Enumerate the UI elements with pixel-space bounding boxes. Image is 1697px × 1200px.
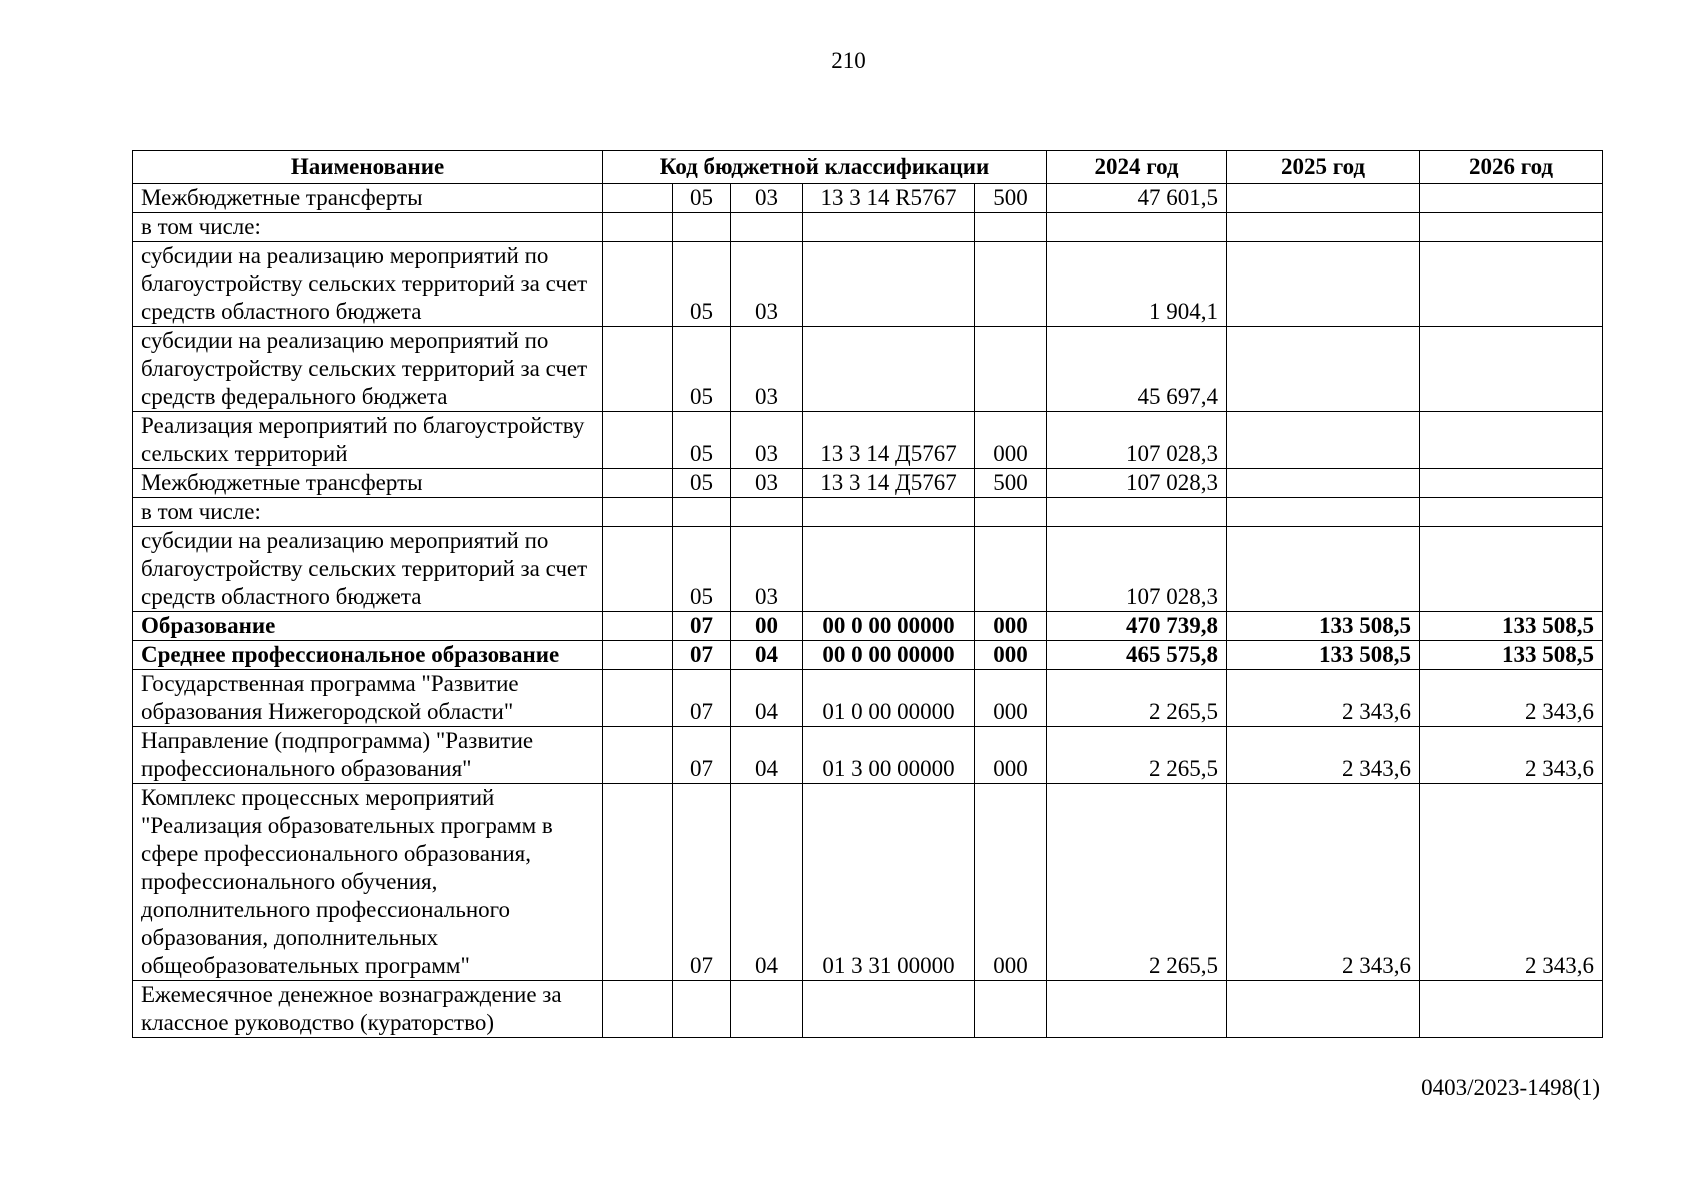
cell-c1: 07 [673,784,731,981]
cell-c1: 07 [673,641,731,670]
cell-c0 [603,184,673,213]
cell-y2025 [1227,327,1420,412]
cell-y2024: 45 697,4 [1047,327,1227,412]
cell-y2024: 2 265,5 [1047,784,1227,981]
cell-name: Межбюджетные трансферты [133,469,603,498]
cell-c4 [975,527,1047,612]
cell-c4 [975,981,1047,1038]
cell-c0 [603,242,673,327]
cell-c1: 05 [673,412,731,469]
cell-y2025 [1227,981,1420,1038]
cell-y2024: 107 028,3 [1047,412,1227,469]
cell-c2: 03 [731,242,803,327]
cell-c3 [803,327,975,412]
cell-y2025 [1227,498,1420,527]
cell-y2026 [1420,184,1603,213]
cell-name: Государственная программа "Развитие образования Нижегородской области" [133,670,603,727]
cell-y2026 [1420,213,1603,242]
cell-name: в том числе: [133,498,603,527]
cell-c1 [673,213,731,242]
cell-c2 [731,981,803,1038]
cell-name: Ежемесячное денежное вознаграждение за классное руководство (кураторство) [133,981,603,1038]
cell-c1: 07 [673,612,731,641]
cell-c3: 13 3 14 Д5767 [803,412,975,469]
cell-y2025: 2 343,6 [1227,727,1420,784]
cell-y2026 [1420,327,1603,412]
cell-y2024: 2 265,5 [1047,727,1227,784]
cell-y2026 [1420,981,1603,1038]
cell-c0 [603,784,673,981]
cell-c2: 04 [731,727,803,784]
cell-c3 [803,242,975,327]
cell-c0 [603,327,673,412]
cell-c3: 00 0 00 00000 [803,612,975,641]
cell-y2025 [1227,213,1420,242]
table-row [133,981,1603,1038]
header-2025: 2025 год [1227,151,1420,184]
header-budget-code: Код бюджетной классификации [603,151,1047,184]
cell-c0 [603,527,673,612]
cell-c4: 000 [975,670,1047,727]
cell-name: Среднее профессиональное образование [133,641,603,670]
table-row [133,412,1603,469]
cell-c0 [603,612,673,641]
cell-c1 [673,981,731,1038]
header-name: Наименование [133,151,603,184]
cell-y2026: 133 508,5 [1420,612,1603,641]
cell-y2024: 2 265,5 [1047,670,1227,727]
table-row [133,641,1603,670]
cell-name: Комплекс процессных мероприятий "Реализация образовательных программ в сфере профессионального образования, профессионального обучения, дополнительного профессионального образования, дополнительных общеобразовательных программ" [133,784,603,981]
cell-y2025: 2 343,6 [1227,670,1420,727]
cell-c4: 000 [975,612,1047,641]
cell-name: субсидии на реализацию мероприятий по благоустройству сельских территорий за счет средств федерального бюджета [133,327,603,412]
cell-y2026 [1420,527,1603,612]
header-2024: 2024 год [1047,151,1227,184]
cell-y2024: 465 575,8 [1047,641,1227,670]
cell-c1: 05 [673,184,731,213]
table-row [133,612,1603,641]
cell-c0 [603,727,673,784]
cell-y2025: 133 508,5 [1227,612,1420,641]
cell-c0 [603,981,673,1038]
cell-c3: 13 3 14 R5767 [803,184,975,213]
cell-y2026 [1420,498,1603,527]
cell-c0 [603,412,673,469]
cell-c4: 000 [975,412,1047,469]
cell-y2024 [1047,498,1227,527]
table-row [133,498,1603,527]
cell-c2 [731,498,803,527]
cell-y2025 [1227,469,1420,498]
cell-name: Межбюджетные трансферты [133,184,603,213]
cell-c3: 01 0 00 00000 [803,670,975,727]
cell-c2: 03 [731,327,803,412]
cell-c4 [975,242,1047,327]
cell-c1 [673,498,731,527]
table-row [133,327,1603,412]
cell-c1: 05 [673,527,731,612]
cell-c2: 03 [731,527,803,612]
cell-y2025 [1227,242,1420,327]
cell-c3 [803,213,975,242]
cell-name: Реализация мероприятий по благоустройству сельских территорий [133,412,603,469]
cell-c3: 01 3 31 00000 [803,784,975,981]
table-header-row [133,151,1603,184]
cell-c3: 13 3 14 Д5767 [803,469,975,498]
cell-name: Образование [133,612,603,641]
cell-y2024: 107 028,3 [1047,469,1227,498]
cell-y2026: 2 343,6 [1420,727,1603,784]
cell-c0 [603,670,673,727]
cell-c1: 07 [673,670,731,727]
cell-c2: 03 [731,184,803,213]
cell-y2026 [1420,412,1603,469]
cell-c4: 000 [975,784,1047,981]
cell-c0 [603,498,673,527]
cell-y2025 [1227,412,1420,469]
cell-c3 [803,981,975,1038]
cell-c2: 04 [731,784,803,981]
cell-c2: 03 [731,469,803,498]
cell-c4 [975,498,1047,527]
cell-c4 [975,327,1047,412]
cell-name: субсидии на реализацию мероприятий по благоустройству сельских территорий за счет средств областного бюджета [133,242,603,327]
cell-y2026: 133 508,5 [1420,641,1603,670]
cell-c2 [731,213,803,242]
cell-c2: 04 [731,641,803,670]
cell-y2024: 107 028,3 [1047,527,1227,612]
cell-y2024 [1047,213,1227,242]
table-row [133,242,1603,327]
table-row [133,469,1603,498]
cell-c3 [803,527,975,612]
cell-c4: 500 [975,184,1047,213]
cell-c0 [603,469,673,498]
cell-y2025 [1227,527,1420,612]
table-row [133,670,1603,727]
cell-y2026: 2 343,6 [1420,784,1603,981]
table-row [133,213,1603,242]
cell-c3: 01 3 00 00000 [803,727,975,784]
cell-c3: 00 0 00 00000 [803,641,975,670]
document-code: 0403/2023-1498(1) [1421,1075,1600,1100]
page-number: 210 [831,48,866,73]
budget-table [132,150,1603,1038]
cell-c4: 000 [975,727,1047,784]
cell-y2026: 2 343,6 [1420,670,1603,727]
cell-c1: 05 [673,242,731,327]
table-row [133,184,1603,213]
cell-c2: 03 [731,412,803,469]
cell-y2026 [1420,469,1603,498]
cell-name: Направление (подпрограмма) "Развитие профессионального образования" [133,727,603,784]
table-body [133,184,1603,1038]
cell-c2: 00 [731,612,803,641]
cell-c1: 05 [673,469,731,498]
table-row [133,727,1603,784]
cell-y2025: 133 508,5 [1227,641,1420,670]
cell-y2024: 470 739,8 [1047,612,1227,641]
cell-name: субсидии на реализацию мероприятий по благоустройству сельских территорий за счет средств областного бюджета [133,527,603,612]
cell-y2025: 2 343,6 [1227,784,1420,981]
cell-y2024: 47 601,5 [1047,184,1227,213]
cell-name: в том числе: [133,213,603,242]
table-row [133,784,1603,981]
cell-c3 [803,498,975,527]
header-2026: 2026 год [1420,151,1603,184]
cell-c1: 05 [673,327,731,412]
cell-c0 [603,213,673,242]
cell-y2024: 1 904,1 [1047,242,1227,327]
cell-c4: 500 [975,469,1047,498]
cell-c4 [975,213,1047,242]
cell-y2025 [1227,184,1420,213]
cell-c4: 000 [975,641,1047,670]
cell-y2024 [1047,981,1227,1038]
cell-c1: 07 [673,727,731,784]
cell-c2: 04 [731,670,803,727]
cell-y2026 [1420,242,1603,327]
table-row [133,527,1603,612]
cell-c0 [603,641,673,670]
